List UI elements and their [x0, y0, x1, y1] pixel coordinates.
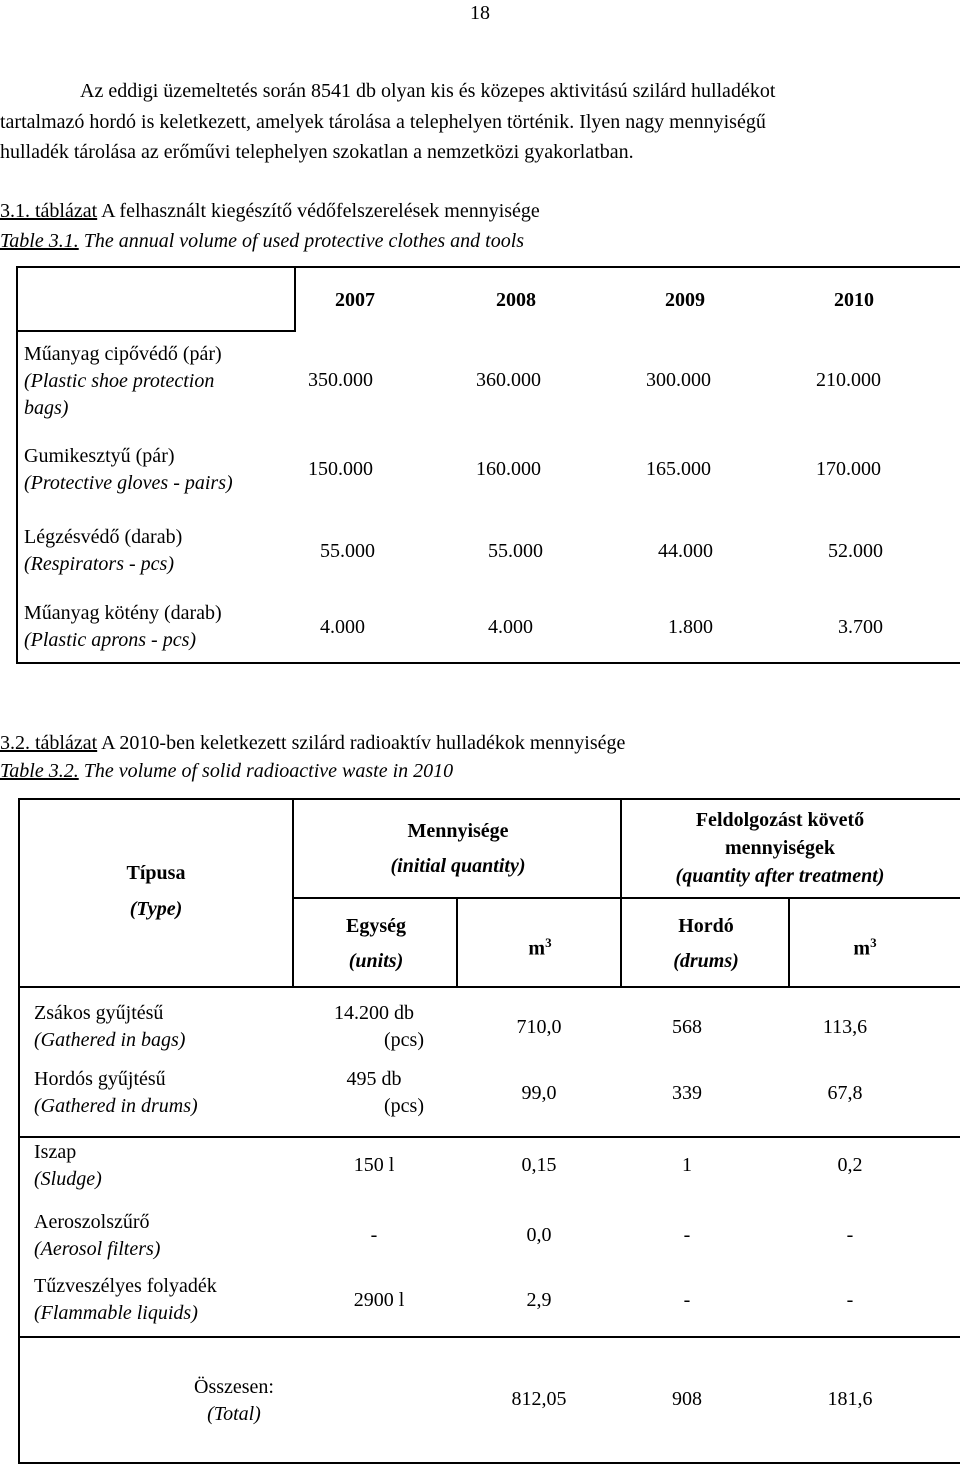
- table-cell: 113,6: [822, 1016, 868, 1038]
- header-type-en: (Type): [129, 898, 183, 920]
- table-cell: 1: [682, 1154, 692, 1176]
- table-cell: 99,0: [521, 1082, 557, 1104]
- table-cell: 360.000: [476, 369, 541, 391]
- table1-caption-en: Table 3.1. The annual volume of used protective clothes and tools: [0, 230, 525, 252]
- header-processed-2: mennyiségek: [725, 837, 835, 859]
- table-cell: 2,9: [526, 1289, 552, 1311]
- paragraph-line: tartalmazó hordó is keletkezett, amelyek tárolása a telephelyen történik. Ilyen nagy mennyiségű: [0, 110, 766, 133]
- header-drums-en: (drums): [673, 950, 739, 972]
- header-quantity: Mennyisége: [407, 820, 509, 842]
- header-unit: Egység: [346, 915, 406, 937]
- header-m3-after: $m^3$: [853, 935, 877, 960]
- table-cell: 0,2: [837, 1154, 863, 1176]
- table-cell: 0,0: [526, 1224, 552, 1246]
- table-row-label: Zsákos gyűjtésű (Gathered in bags): [34, 1002, 186, 1051]
- table-cell: 210.000: [816, 369, 881, 391]
- paragraph-line: Az eddigi üzemeltetés során 8541 db olyan kis és közepes aktivitású szilárd hulladékot: [80, 80, 776, 102]
- page-number: 18: [470, 2, 490, 24]
- header-processed: Feldolgozást követő: [695, 809, 865, 831]
- table-divider: [294, 266, 296, 332]
- protective-equipment-table: [16, 266, 960, 666]
- table-cell: 4.000: [320, 616, 365, 638]
- table2-caption-hu: 3.2. táblázat A 2010-ben keletkezett szilárd radioaktív hulladékok mennyisége: [0, 732, 626, 754]
- total-label: Összesen: (Total): [194, 1376, 274, 1425]
- table-cell: 2900 l: [353, 1289, 405, 1311]
- intro-paragraph: [0, 76, 960, 168]
- table-cell: 568: [672, 1016, 702, 1038]
- table-cell: 150.000: [308, 458, 373, 480]
- table-cell: 165.000: [646, 458, 711, 480]
- year-header: 2009: [665, 289, 705, 311]
- table-cell: 3.700: [838, 616, 883, 638]
- header-unit-en: (units): [348, 950, 404, 972]
- table-row-label: Műanyag kötény (darab) (Plastic aprons - pcs): [24, 602, 222, 651]
- year-header: 2007: [335, 289, 375, 311]
- table-cell: 55.000: [488, 540, 543, 562]
- table-cell: -: [683, 1289, 691, 1311]
- table-cell: -: [846, 1289, 854, 1311]
- table-cell: 1.800: [668, 616, 713, 638]
- table-row-label: Aeroszolszűrő (Aerosol filters): [34, 1211, 161, 1260]
- paragraph-line: hulladék tárolása az erőművi telephelyen szokatlan a nemzetközi gyakorlatban.: [0, 141, 634, 163]
- total-cell: 181,6: [827, 1388, 873, 1410]
- table-cell: 52.000: [828, 540, 883, 562]
- table-row-label: Műanyag cipővédő (pár) (Plastic shoe protection bags): [24, 343, 222, 419]
- table-cell: 67,8: [827, 1082, 863, 1104]
- table1-caption-hu: 3.1. táblázat A felhasznált kiegészítő védőfelszerelések mennyisége: [0, 200, 540, 222]
- table-cell: 0,15: [521, 1154, 557, 1176]
- table-divider: [18, 1336, 960, 1338]
- total-cell: 908: [672, 1388, 702, 1410]
- table-cell: -: [683, 1224, 691, 1246]
- radioactive-waste-table: [18, 798, 960, 1464]
- header-drums: Hordó: [678, 915, 734, 937]
- table-cell: 495 db (pcs): [346, 1068, 424, 1117]
- table-row-label: Iszap (Sludge): [34, 1141, 102, 1190]
- table-cell: 339: [672, 1082, 702, 1104]
- table-row-label: Gumikesztyű (pár) (Protective gloves - pairs): [24, 445, 233, 494]
- table-cell: 170.000: [816, 458, 881, 480]
- table-cell: 150 l: [353, 1154, 395, 1176]
- table-divider: [292, 897, 960, 899]
- table-cell: 710,0: [516, 1016, 562, 1038]
- table-cell: 300.000: [646, 369, 711, 391]
- table-cell: 350.000: [308, 369, 373, 391]
- year-header: 2010: [834, 289, 874, 311]
- year-header: 2008: [496, 289, 536, 311]
- table-cell: 160.000: [476, 458, 541, 480]
- header-quantity-en: (initial quantity): [390, 855, 526, 877]
- header-processed-en: (quantity after treatment): [675, 865, 885, 887]
- table-cell: 55.000: [320, 540, 375, 562]
- table-cell: 4.000: [488, 616, 533, 638]
- table2-caption-en: Table 3.2. The volume of solid radioactive waste in 2010: [0, 760, 454, 782]
- table-cell: 14.200 db (pcs): [334, 1002, 424, 1051]
- table-row-label: Tűzveszélyes folyadék (Flammable liquids): [34, 1275, 217, 1324]
- table-cell: -: [846, 1224, 854, 1246]
- table-row-label: Hordós gyűjtésű (Gathered in drums): [34, 1068, 198, 1117]
- header-m3: $m^3$: [528, 935, 552, 960]
- table-row-label: Légzésvédő (darab) (Respirators - pcs): [24, 526, 183, 575]
- table-cell: -: [370, 1224, 378, 1246]
- total-cell: 812,05: [511, 1388, 567, 1410]
- header-type: Típusa: [126, 862, 186, 884]
- table-divider: [16, 330, 296, 332]
- table-cell: 44.000: [658, 540, 713, 562]
